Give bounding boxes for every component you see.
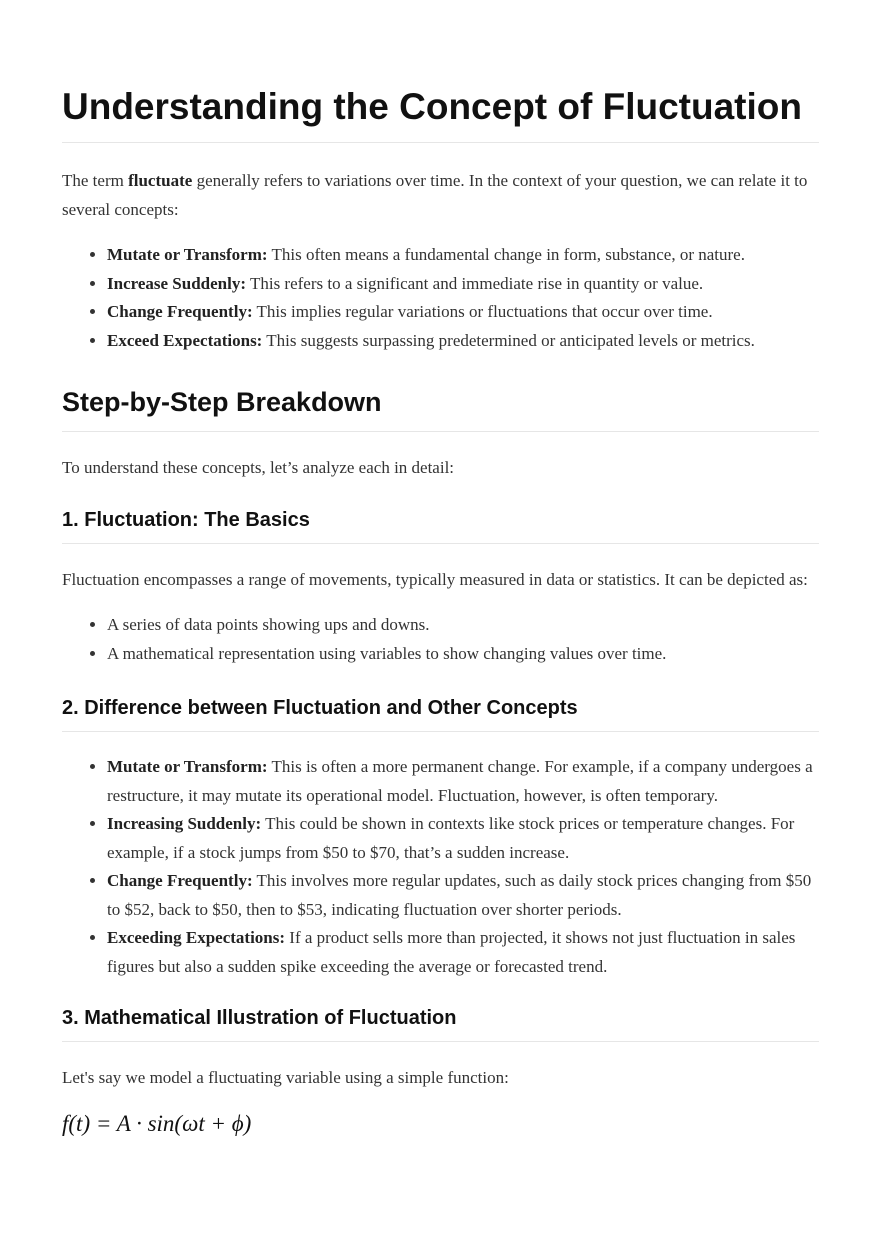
section3-heading: 3. Mathematical Illustration of Fluctuation (62, 1005, 819, 1042)
list-item-label: Exceed Expectations: (107, 330, 263, 350)
list-item: • A series of data points showing ups and downs. (107, 611, 819, 640)
list-item (107, 327, 819, 356)
section2-list (62, 753, 819, 981)
list-item-text: This refers to a significant and immediate rise in quantity or value. (246, 273, 704, 293)
intro-suffix: generally refers to variations over time. In the context of your question, we can relate it to several concepts: (62, 171, 808, 219)
list-item-label: Mutate or Transform: (107, 757, 268, 776)
formula (62, 1109, 819, 1139)
section1-body: Fluctuation encompasses a range of movements, typically measured in data or statistics. It can be depicted as: (62, 569, 808, 589)
list-item-label: Increase Suddenly: (107, 273, 247, 293)
list-item-text: This involves more regular updates, such as daily stock prices changing from $50 to $52, back to $50, then to $53, indicating fluctuation over shorter periods. (107, 871, 812, 919)
list-item-text: This often means a fundamental change in form, substance, or nature. (267, 245, 745, 264)
list-item-text: If a product sells more than projected, it shows not just fluctuation in sales figures but also a sudden spike exceeding the average or forecasted trend. (107, 928, 796, 976)
section2-heading: 2. Difference between Fluctuation and Other Concepts (62, 695, 819, 732)
breakdown-heading: Step-by-Step Breakdown (62, 385, 819, 432)
list-item-text: This could be shown in contexts like stock prices or temperature changes. For example, if a stock jumps from $50 to $70, that’s a sudden increase. (107, 814, 795, 862)
list-item-text: This implies regular variations or fluctuations that occur over time. (252, 302, 713, 321)
list-item-label: Mutate or Transform: (107, 245, 268, 264)
list-item-text: This is often a more permanent change. For example, if a company undergoes a restructure, it may mutate its operational model. Fluctuation, however, is often temporary. (107, 757, 813, 805)
intro-paragraph (62, 167, 819, 224)
list-item-label: Change Frequently: (107, 871, 253, 890)
list-item (107, 270, 819, 299)
list-item (107, 298, 819, 327)
list-item-label: Change Frequently: (107, 302, 253, 321)
list-item-label: Exceeding Expectations: (107, 928, 286, 947)
concepts-list (62, 241, 819, 355)
section1-list (62, 611, 819, 668)
list-item-text: This suggests surpassing predetermined or anticipated levels or metrics. (262, 330, 755, 350)
section1-heading: 1. Fluctuation: The Basics (62, 507, 819, 544)
list-item-label: Increasing Suddenly: (107, 814, 262, 833)
list-item (107, 810, 819, 867)
list-item: • A mathematical representation using variables to show changing values over time. (107, 640, 819, 669)
section3-body: Let's say we model a fluctuating variable using a simple function: (62, 1068, 509, 1087)
list-item (107, 753, 819, 810)
document (62, 0, 819, 1139)
list-item (107, 867, 819, 924)
list-item (107, 241, 819, 270)
intro-prefix: The term (62, 171, 129, 190)
intro-term: fluctuate (128, 171, 193, 190)
list-item (107, 924, 819, 981)
formula-text: f(t) = A · sin(ωt + ϕ) (62, 1110, 252, 1136)
page-title: Understanding the Concept of Fluctuation (62, 85, 819, 143)
breakdown-intro: To understand these concepts, let’s analyze each in detail: (62, 458, 455, 477)
